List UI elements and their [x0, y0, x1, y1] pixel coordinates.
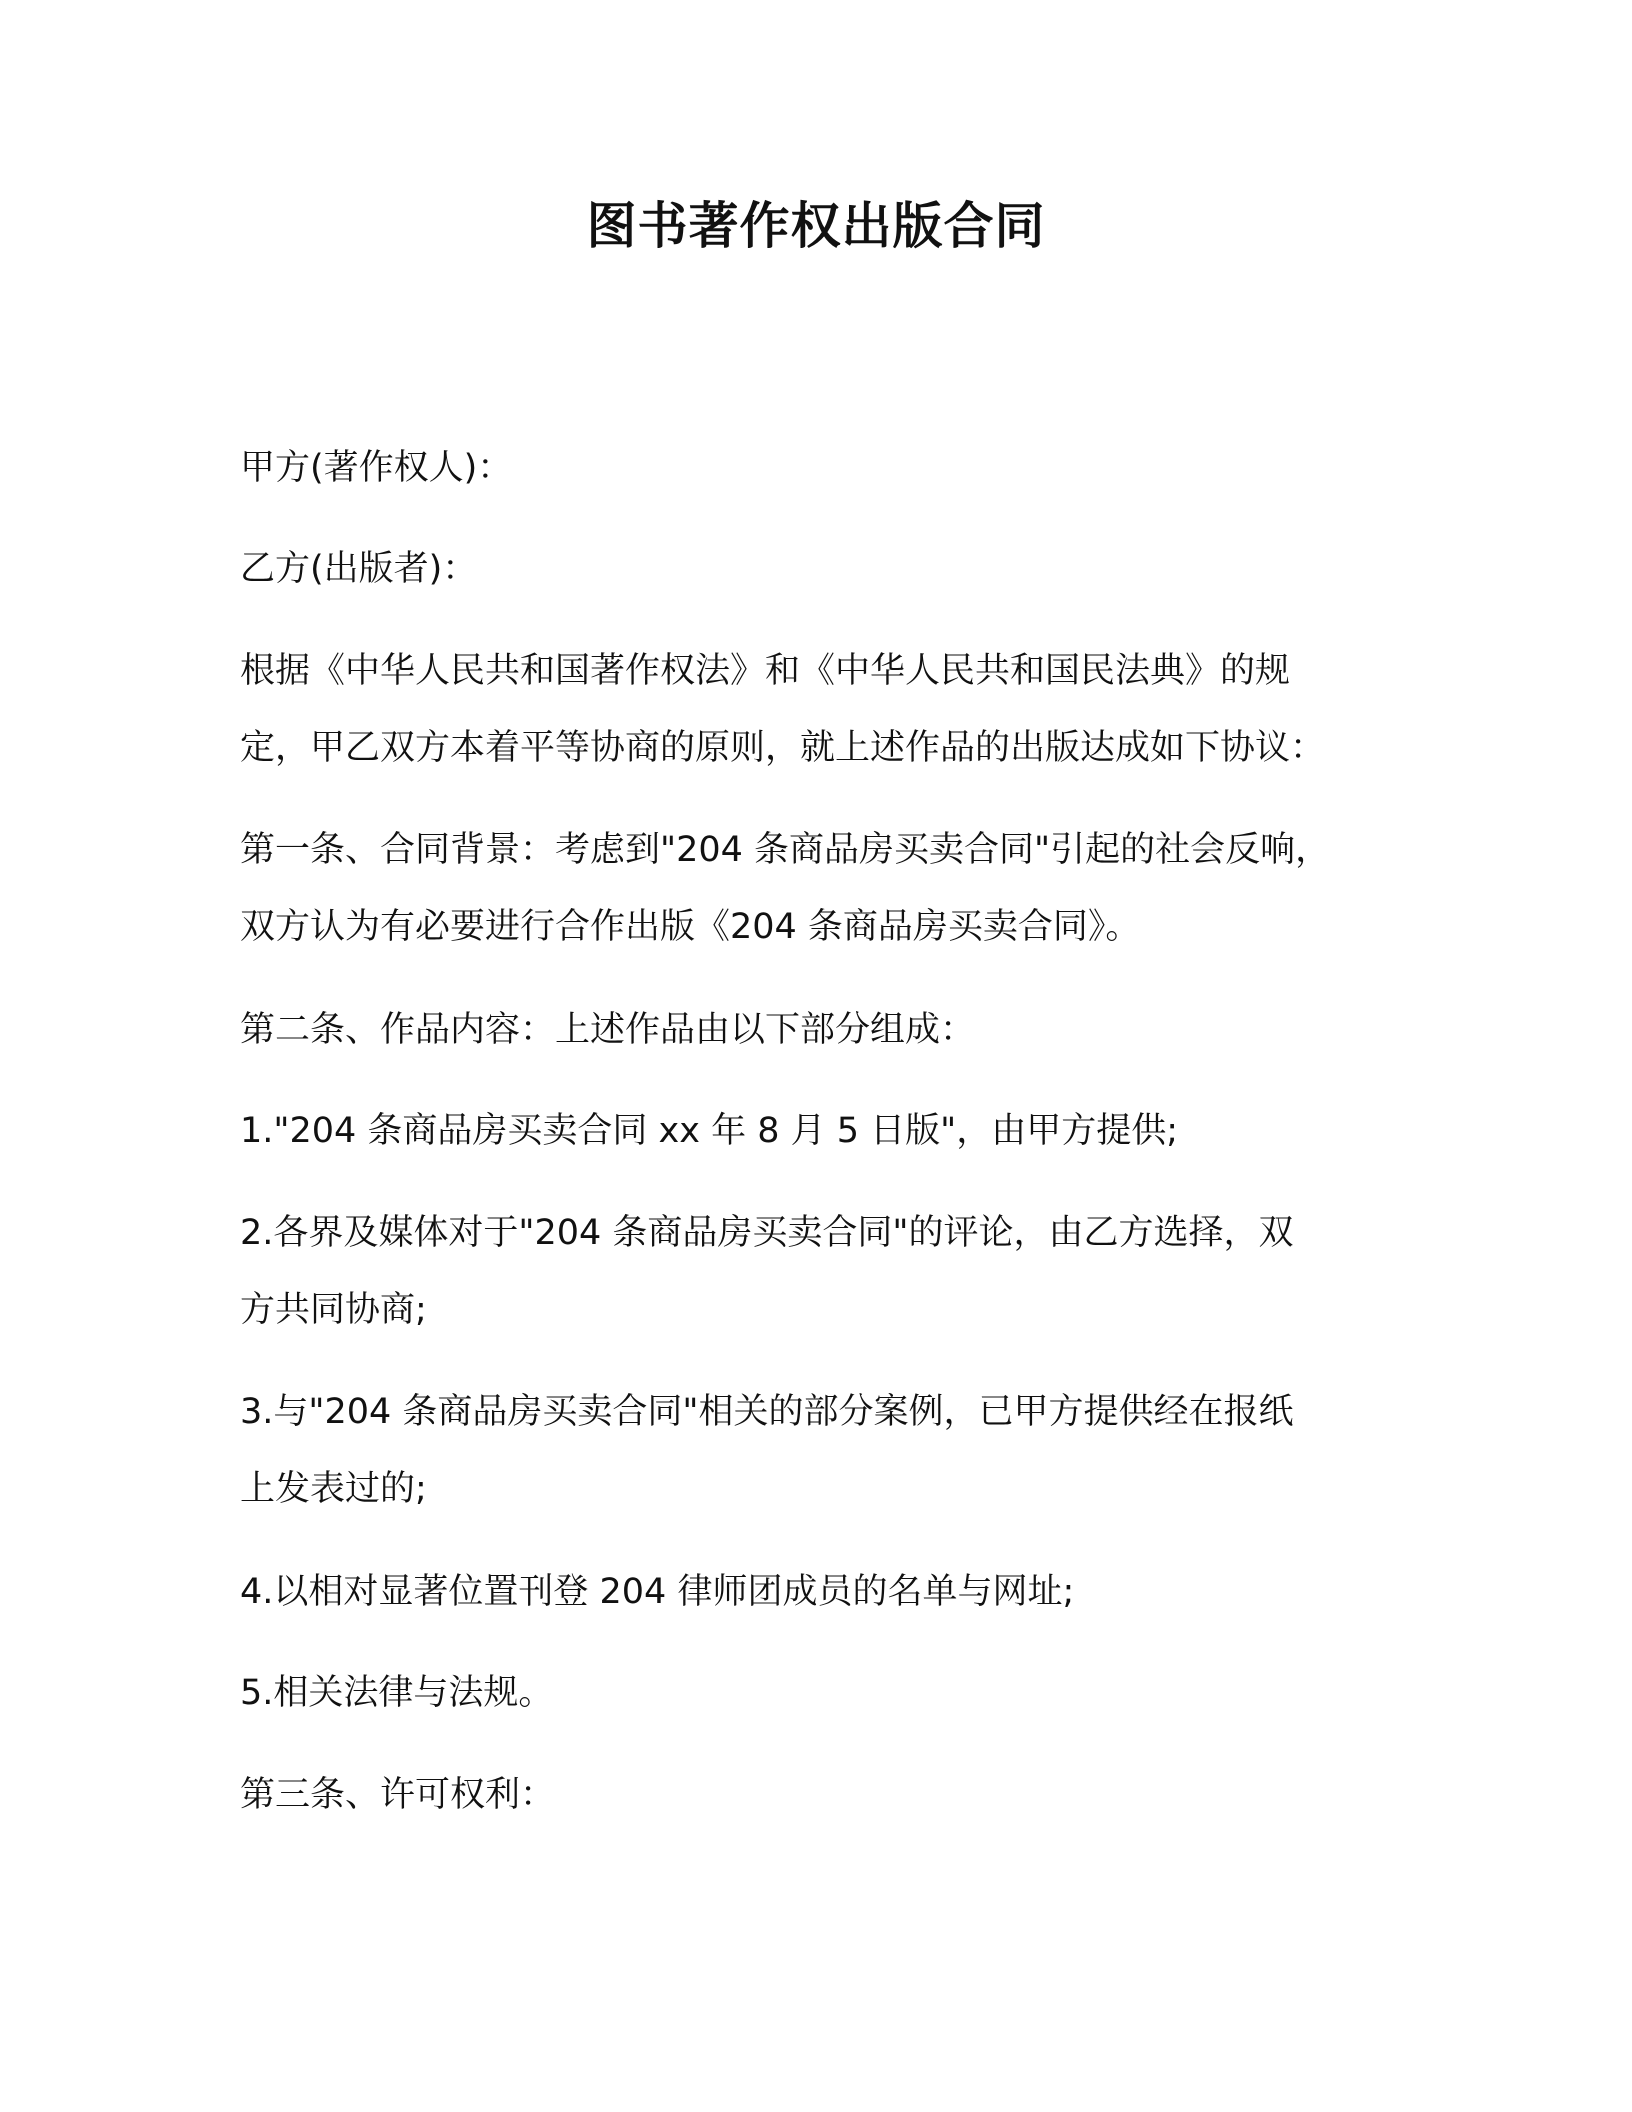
- text-line: 1."204 条商品房买卖合同 xx 年 8 月 5 日版"，由甲方提供;: [240, 1111, 1179, 1151]
- text-line: 甲方(著作权人)：: [240, 448, 513, 488]
- text-line: 3.与"204 条商品房买卖合同"相关的部分案例，已甲方提供经在报纸: [240, 1392, 1294, 1432]
- text-line: 2.各界及媒体对于"204 条商品房买卖合同"的评论，由乙方选择，双: [240, 1213, 1294, 1253]
- list-item-3: [240, 1374, 1400, 1528]
- text-line: 5.相关法律与法规。: [240, 1673, 554, 1713]
- text-line: 第一条、合同背景：考虑到"204 条商品房买卖合同"引起的社会反响，: [240, 830, 1331, 870]
- party-b-line: [240, 531, 1400, 608]
- preamble-paragraph: [240, 633, 1400, 787]
- text-line: 第二条、作品内容：上述作品由以下部分组成：: [240, 1010, 976, 1050]
- article-2-paragraph: [240, 992, 1400, 1069]
- list-item-5: [240, 1655, 1400, 1732]
- list-item-2: [240, 1195, 1400, 1349]
- text-line: 根据《中华人民共和国著作权法》和《中华人民共和国民法典》的规: [240, 651, 1291, 691]
- list-item-1: [240, 1093, 1400, 1170]
- party-a-line: [240, 430, 1400, 507]
- text-line: 第三条、许可权利：: [240, 1775, 556, 1815]
- text-line: 上发表过的;: [240, 1469, 427, 1509]
- text-line: 乙方(出版者)：: [240, 549, 478, 589]
- text-line: 双方认为有必要进行合作出版《204 条商品房买卖合同》。: [240, 907, 1141, 947]
- text-line: 定，甲乙双方本着平等协商的原则，就上述作品的出版达成如下协议：: [240, 728, 1326, 768]
- text-line: 4.以相对显著位置刊登 204 律师团成员的名单与网址;: [240, 1572, 1075, 1612]
- text-line: 方共同协商;: [240, 1290, 427, 1330]
- article-3-heading: [240, 1757, 1400, 1834]
- document-title: 图书著作权出版合同: [586, 197, 1046, 255]
- article-1-paragraph: [240, 812, 1400, 966]
- list-item-4: [240, 1554, 1400, 1631]
